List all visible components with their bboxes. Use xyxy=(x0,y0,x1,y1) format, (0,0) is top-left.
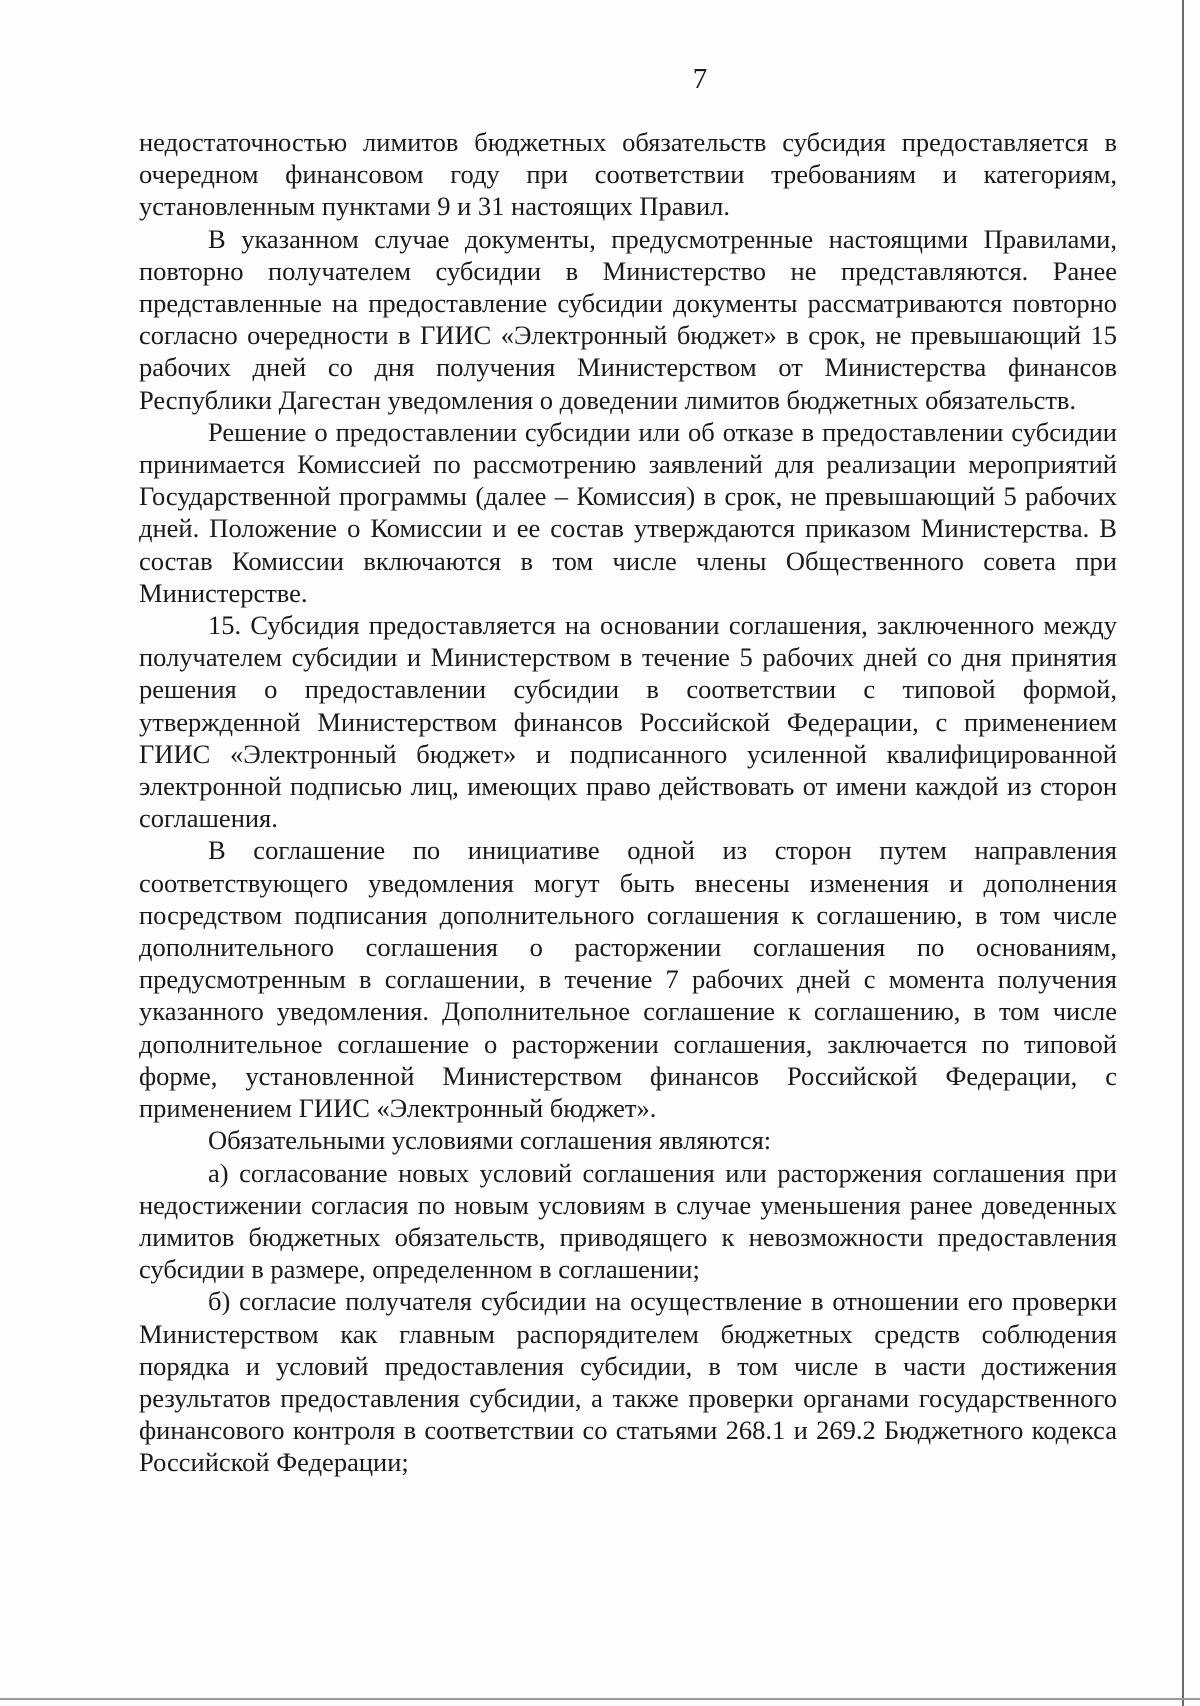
paragraph-clause-15: 15. Субсидия предоставляется на основании соглашения, заключенного между получателем субсидии и Министерством в течение 5 рабочих дней со дня принятия решения о предоставлении субсидии в соответствии с типовой формой, утвержденной Министерством финансов Российской Федерации, с применением ГИИС «Электронный бюджет» и подписанного усиленной квалифицированной электронной подписью лиц, имеющих право действовать от имени каждой из сторон соглашения. xyxy=(139,610,1117,834)
paragraph-mandatory-conditions: Обязательными условиями соглашения являются: xyxy=(208,1125,772,1156)
list-item-b: б) согласие получателя субсидии на осуществление в отношении его проверки Министерством как главным распорядителем бюджетных средств соблюдения порядка и условий предоставления субсидии, в том числе в части достижения результатов предоставления субсидии, а также проверки органами государственного финансового контроля в соответствии со статьями 268.1 и 269.2 Бюджетного кодекса Российской Федерации; xyxy=(139,1286,1117,1478)
paragraph-continuation: недостаточностью лимитов бюджетных обязательств субсидия предоставляется в очередном финансовом году при соответствии требованиям и категориям, установленным пунктами 9 и 31 настоящих Правил. xyxy=(139,127,1117,222)
paragraph-agreement-amendments: В соглашение по инициативе одной из сторон путем направления соответствующего уведомления могут быть внесены изменения и дополнения посредством подписания дополнительного соглашения к соглашению, в том числе дополнительного соглашения о расторжении соглашения по основаниям, предусмотренным в соглашении, в течение 7 рабочих дней с момента получения указанного уведомления. Дополнительное соглашение к соглашению, в том числе дополнительное соглашение о расторжении соглашения, заключается по типовой форме, установленной Министерством финансов Российской Федерации, с применением ГИИС «Электронный бюджет». xyxy=(139,835,1117,1124)
paragraph-repeat-submission: В указанном случае документы, предусмотренные настоящими Правилами, повторно получателем субсидии в Министерство не представляются. Ранее представленные на предоставление субсидии документы рассматриваются повторно согласно очередности в ГИИС «Электронный бюджет» в срок, не превышающий 15 рабочих дней со дня получения Министерством от Министерства финансов Республики Дагестан уведомления о доведении лимитов бюджетных обязательств. xyxy=(139,223,1117,415)
page-number: 7 xyxy=(692,63,708,95)
scan-edge-bottom xyxy=(0,1698,1200,1700)
scan-edge-right xyxy=(1182,0,1184,1706)
list-item-a: а) согласование новых условий соглашения или расторжения соглашения при недостижении согласия по новым условиям в случае уменьшения ранее доведенных лимитов бюджетных обязательств, приводящего к невозможности предоставления субсидии в размере, определенном в соглашении; xyxy=(139,1157,1117,1285)
document-body xyxy=(139,126,1117,1479)
paragraph-commission-decision: Решение о предоставлении субсидии или об отказе в предоставлении субсидии принимается Комиссией по рассмотрению заявлений для реализации мероприятий Государственной программы (далее – Комиссия) в срок, не превышающий 5 рабочих дней. Положение о Комиссии и ее состав утверждаются приказом Министерства. В состав Комиссии включаются в том числе члены Общественного совета при Министерстве. xyxy=(139,416,1117,608)
